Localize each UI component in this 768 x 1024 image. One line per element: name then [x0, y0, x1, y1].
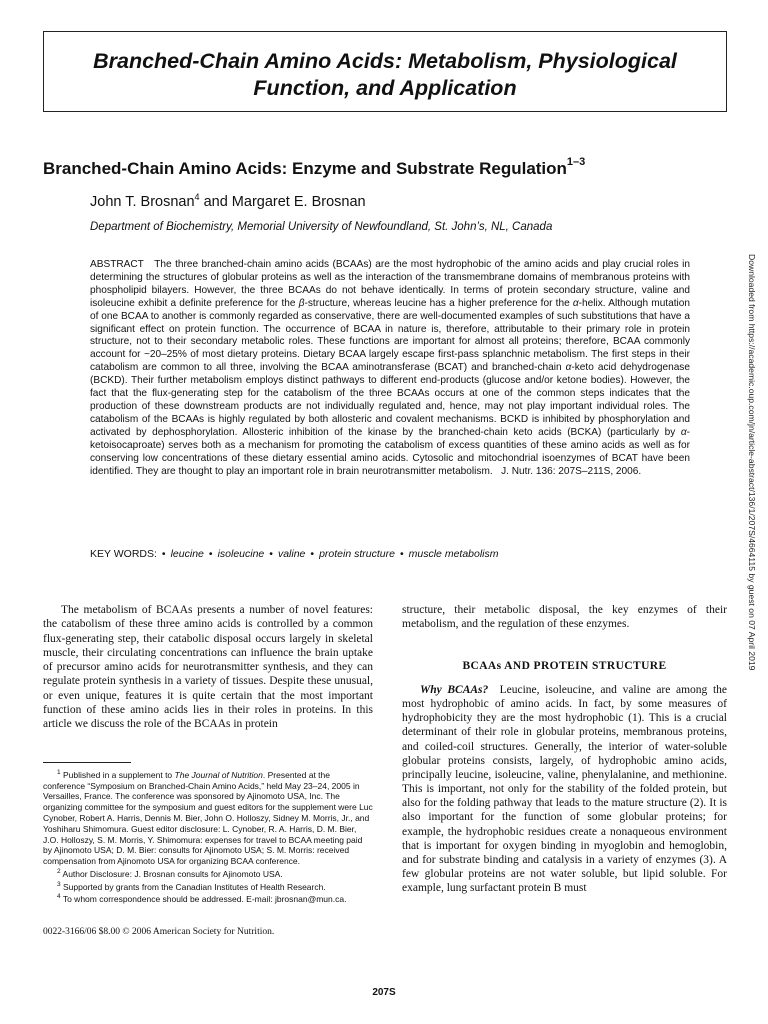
- supplement-title: [44, 48, 726, 102]
- footnote-4-number: 4: [57, 893, 61, 901]
- author-1: John T. Brosnan: [90, 194, 195, 210]
- footnote-rule: [43, 762, 131, 763]
- section-heading: BCAAs AND PROTEIN STRUCTURE: [462, 660, 667, 672]
- keyword-bullet: •: [269, 548, 273, 560]
- author-2: Margaret E. Brosnan: [231, 194, 366, 210]
- abstract-alpha: α: [572, 297, 579, 309]
- footnote-3-text: Supported by grants from the Canadian Institutes of Health Research.: [63, 881, 326, 892]
- footnote-2-text: Author Disclosure: J. Brosnan consults for Ajinomoto USA.: [62, 868, 283, 879]
- author-join: and: [199, 194, 232, 210]
- keyword-item: valine: [277, 548, 306, 560]
- supplement-title-line1: Branched-Chain Amino Acids: Metabolism, Physiological: [93, 49, 677, 73]
- copyright-line: 0022-3166/06 $8.00 © 2006 American Society for Nutrition.: [43, 927, 275, 937]
- keyword-item: protein structure: [319, 548, 395, 560]
- footnote-4: [43, 892, 373, 905]
- supplement-title-box: [43, 31, 727, 112]
- keyword-item: isoleucine: [217, 548, 265, 560]
- abstract-text-1: The three branched-chain amino acids (BCAAs) are the most hydrophobic of the amino acids and play crucial roles in determining the structures of globular proteins as well as the interaction of the transmembrane domains of membranous proteins with phospholipid bilayers. However, the three BCAAs do not behave identically. In terms of protein secondary structure, valine and isoleucine exhibit a definite preference for the: [90, 259, 690, 309]
- footnote-1-text-a: Published in a supplement to: [63, 769, 175, 780]
- footnote-1: [43, 768, 373, 867]
- footnote-1-text-b: . Presented at the conference “Symposium on Branched-Chain Amino Acids,” held May 23–24, 2005 in Versailles, France. The conference was sponsored by Ajinomoto USA, Inc. The organizing committee for the symposium and guest editors for the supplement were Luc Cynober, Robert A. Harris, Dennis M. Bier, John O. Holloszy, Sidney M. Morris, Jr., and Yoshiharu Shimomura. Guest editor disclosure: L. Cynober, R. A. Harris, D. M. Bier, J.O. Holloszy, S. M. Morris, Y. Shimomura: expenses for travel to BCAA meeting paid by Ajinomoto USA; D. M. Bier: consults for Ajinomoto USA; S. M. Morris: received compensation from Ajinomoto USA for organizing BCAA conference.: [43, 769, 373, 867]
- abstract-label: ABSTRACT: [90, 259, 144, 270]
- intro-paragraph-left: The metabolism of BCAAs presents a number of novel features: the catabolism of these three amino acids is controlled by a common flux-generating step, their catabolic disposal occurs largely in skeletal muscle, their circulating concentrations can influence the brain uptake of precursor amino acids for neurotransmitter synthesis, and they can regulate protein synthesis in a variety of tissues. Despite these unusual, or even unique, features it is quite certain that the most important function of these amino acids lies in their roles in proteins. In this article we discuss the role of the BCAAs in protein: [43, 604, 373, 731]
- abstract-alpha-3: α: [680, 426, 687, 438]
- page-number: 207S: [372, 987, 396, 998]
- abstract: [90, 259, 690, 478]
- download-watermark: [746, 254, 758, 774]
- abstract-text-2: -structure, whereas leucine has a higher preference for the: [304, 297, 573, 309]
- abstract-beta: β: [298, 297, 305, 309]
- section-paragraph: [402, 683, 727, 895]
- footnotes: [43, 768, 373, 905]
- run-in-heading: Why BCAAs?: [420, 684, 489, 696]
- footnote-2-number: 2: [57, 868, 61, 875]
- footnote-1-journal: The Journal of Nutrition: [174, 769, 263, 780]
- abstract-text-4: -keto acid dehydrogenase (BCKD). Their further metabolism employs distinct pathways to different end-products (glucose and/or ketone bodies). However, the fact that the flux-generating step for the catabolism of the three BCAAs occurs at one of the common steps indicates that the production of these downstream products are not individually regulated and, hence, may not play important individual roles. The catabolism of the BCAAs is highly regulated by both allosteric and covalent mechanisms. BCKD is inhibited by phosphorylation and activated by dephosphorylation. Allosteric inhibition of the kinase by the branched-chain keto acids (BCKA) (particularly by: [90, 362, 690, 438]
- abstract-text-3: -helix. Although mutation of one BCAA to another is commonly regarded as conservative, there are well-documented examples of such substitutions that have a significant effect on protein function. The occurrence of BCAA in nature is, therefore, attributable to their primary role in protein structure, not to their secondary metabolic roles. These functions are important for almost all proteins; therefore, BCAA commonly account for ~20–25% of most dietary proteins. Dietary BCAA largely escape first-pass splanchnic metabolism. The first steps in their catabolism are common to all three, involving the BCAA aminotransferase (BCAT) and branched-chain: [90, 297, 691, 374]
- abstract-text-5: -ketoisocaproate) serves both as a mechanism for promoting the catabolism of excess quantities of these amino acids as well as for conserving low concentrations of these dietary essential amino acids. Cytosolic and mitochondrial isoenzymes of BCAT have been identified. They are thought to play an important role in brain neurotransmitter metabolism.: [90, 426, 690, 477]
- footnote-3: [43, 880, 373, 893]
- intro-paragraph-right: structure, their metabolic disposal, the key enzymes of their metabolism, and the regulation of these enzymes.: [402, 604, 727, 631]
- footnote-3-number: 3: [57, 880, 61, 888]
- download-watermark-text: Downloaded from https://academic.oup.com/jn/article-abstract/136/1/207S/4664115 by guest on 07 April 2019: [747, 254, 757, 671]
- keyword-bullet: •: [161, 548, 166, 560]
- affiliation: Department of Biochemistry, Memorial University of Newfoundland, St. John’s, NL, Canada: [90, 221, 553, 233]
- abstract-citation: J. Nutr. 136: 207S–211S, 2006.: [501, 465, 642, 477]
- keywords-label: KEY WORDS:: [90, 548, 157, 560]
- keyword-item: muscle metabolism: [408, 548, 499, 560]
- keyword-bullet: •: [208, 548, 213, 560]
- article-title: [43, 158, 733, 180]
- section-paragraph-text: Leucine, isoleucine, and valine are among the most hydrophobic of amino acids. In fact, by some measures of hydrophobicity they are the most hydrophobic (1). This is a crucial determinant of their role in globular proteins, membranous proteins, and coiled-coil structures. Generally, the interior of water-soluble globular proteins consists, largely, of hydrophobic amino acids, principally leucine, isoleucine, valine, phenylalanine, and methionine. This is important, not only for the stability of the folded protein, but also for the folding pathway that leads to the mature structure (2). It is also important for the function of some globular proteins; for example, the hydrophobic residues create a nonaqueous environment that is important for oxygen binding in myoglobin and hemoglobin, and for substrate binding and catalysis in a variety of enzymes (3). A few globular proteins are not water soluble, but lipid soluble. For example, lung surfactant protein B must: [402, 684, 728, 895]
- supplement-title-line2: Function, and Application: [253, 76, 517, 100]
- abstract-alpha-2: α: [565, 362, 572, 374]
- article-title-text: Branched-Chain Amino Acids: Enzyme and Substrate Regulation: [43, 159, 567, 178]
- footnote-4-text: To whom correspondence should be addressed. E-mail: jbrosnan@mun.ca.: [62, 894, 347, 905]
- keywords: [90, 547, 499, 561]
- keyword-item: leucine: [170, 548, 204, 560]
- keyword-bullet: •: [310, 548, 315, 560]
- author-1-footnote-mark: 4: [194, 192, 200, 203]
- footnote-2: [43, 867, 373, 880]
- footnote-1-number: 1: [57, 769, 61, 776]
- keyword-bullet: •: [399, 548, 404, 560]
- title-footnote-marks: 1–3: [566, 156, 586, 169]
- author-line: [90, 192, 366, 212]
